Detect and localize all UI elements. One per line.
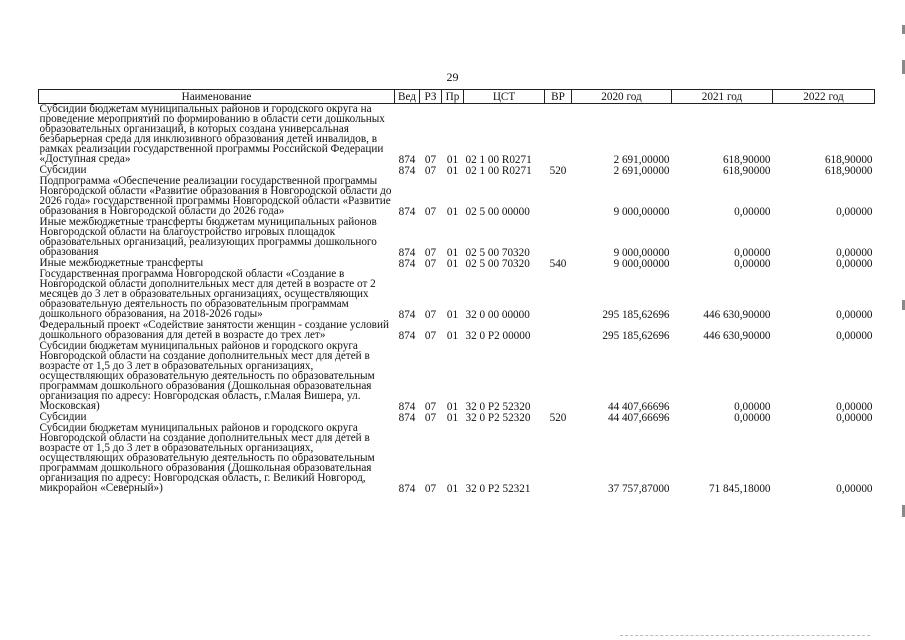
row-name: Субсидии xyxy=(39,411,87,423)
row-value-2020: 9 000,00000 xyxy=(613,258,670,270)
table-row xyxy=(39,320,875,341)
row-value-2020: 295 185,62696 xyxy=(602,330,670,342)
table-row xyxy=(39,104,875,166)
row-vr: 540 xyxy=(549,258,567,270)
row-value-2020: 37 757,87000 xyxy=(607,483,670,495)
row-name: Субсидии xyxy=(39,164,87,176)
row-rz: 07 xyxy=(424,330,437,342)
row-rz: 07 xyxy=(424,412,437,424)
row-vr xyxy=(545,423,572,494)
row-pr: 01 xyxy=(446,330,459,342)
row-value-2021: 0,00000 xyxy=(734,258,771,270)
column-header-2022: 2022 год xyxy=(773,90,875,104)
row-name: Иные межбюджетные трансферты xyxy=(39,257,204,269)
row-value-2021: 0,00000 xyxy=(734,247,771,259)
table-row xyxy=(39,217,875,258)
row-pr: 01 xyxy=(446,309,459,321)
row-rz: 07 xyxy=(424,401,437,413)
row-value-2020: 2 691,00000 xyxy=(613,154,670,166)
row-value-2022: 0,00000 xyxy=(836,401,873,413)
row-cst: 02 5 00 00000 xyxy=(465,206,530,218)
row-name: Субсидии бюджетам муниципальных районов и городского округа на проведение мероприятий по формированию в области сети дошкольных образовательных организаций, в которых создана универсальная безбарьерная среда для инклюзивного образования детей инвалидов, в рамках реализации государственной программы Российской Федерации «Доступная среда» xyxy=(39,103,385,165)
row-value-2020: 44 407,66696 xyxy=(607,401,670,413)
row-value-2020: 9 000,00000 xyxy=(613,206,670,218)
row-value-2022: 618,90000 xyxy=(824,154,873,166)
row-ved: 874 xyxy=(398,206,416,218)
row-value-2021: 618,90000 xyxy=(722,165,771,177)
table-row xyxy=(39,269,875,320)
row-name: Государственная программа Новгородской области «Создание в Новгородской области дополнительных мест для детей в возрасте от 2 месяцев до 3 лет в образовательных организациях, осуществляющих образовательную деятельность по образовательным программам дошкольного образования, на 2018-2026 годы» xyxy=(39,268,376,320)
row-rz: 07 xyxy=(424,247,437,259)
row-value-2022: 618,90000 xyxy=(824,165,873,177)
row-pr: 01 xyxy=(446,483,459,495)
row-value-2021: 618,90000 xyxy=(722,154,771,166)
row-ved: 874 xyxy=(398,483,416,495)
budget-table xyxy=(38,89,875,494)
row-vr xyxy=(545,269,572,320)
column-header-pr: Пр xyxy=(442,90,464,104)
row-cst: 32 0 P2 52321 xyxy=(465,483,531,495)
scan-artifact-line xyxy=(620,635,870,637)
row-cst: 32 0 P2 00000 xyxy=(465,330,531,342)
row-value-2020: 9 000,00000 xyxy=(613,247,670,259)
row-value-2022: 0,00000 xyxy=(836,412,873,424)
row-ved: 874 xyxy=(398,165,416,177)
row-pr: 01 xyxy=(446,412,459,424)
row-value-2020: 295 185,62696 xyxy=(602,309,670,321)
row-rz: 07 xyxy=(424,165,437,177)
row-value-2022: 0,00000 xyxy=(836,258,873,270)
row-vr xyxy=(545,104,572,166)
row-value-2021: 446 630,90000 xyxy=(703,309,771,321)
row-ved: 874 xyxy=(398,412,416,424)
row-value-2021: 446 630,90000 xyxy=(703,330,771,342)
row-vr xyxy=(545,217,572,258)
row-cst: 32 0 P2 52320 xyxy=(465,412,531,424)
column-header-2021: 2021 год xyxy=(672,90,773,104)
row-value-2021: 0,00000 xyxy=(734,401,771,413)
row-pr: 01 xyxy=(446,247,459,259)
row-value-2022: 0,00000 xyxy=(836,247,873,259)
row-rz: 07 xyxy=(424,483,437,495)
row-ved: 874 xyxy=(398,154,416,166)
row-rz: 07 xyxy=(424,154,437,166)
row-pr: 01 xyxy=(446,165,459,177)
table-row xyxy=(39,341,875,412)
row-value-2022: 0,00000 xyxy=(836,330,873,342)
table-header-row xyxy=(39,90,875,104)
row-name: Иные межбюджетные трансферты бюджетам муниципальных районов Новгородской области на благоустройство игровых площадок образовательных организаций, реализующих программы дошкольного образования xyxy=(39,216,377,258)
row-cst: 32 0 00 00000 xyxy=(465,309,530,321)
row-ved: 874 xyxy=(398,401,416,413)
row-name: Субсидии бюджетам муниципальных районов и городского округа Новгородской области на создание дополнительных мест для детей в возрасте от 1,5 до 3 лет в образовательных организациях, осуществляющих образовательную деятельность по образовательным программам дошкольного образования (Дошкольная образовательная организация по адресу: Новгородская область, г. Великий Новгород, микрорайон «Северный») xyxy=(39,422,375,494)
row-value-2020: 2 691,00000 xyxy=(613,165,670,177)
column-header-vr: ВР xyxy=(545,90,572,104)
row-vr xyxy=(545,341,572,412)
row-name: Субсидии бюджетам муниципальных районов и городского округа Новгородской области на создание дополнительных мест для детей в возрасте от 1,5 до 3 лет в образовательных организациях, осуществляющих образовательную деятельность по образовательным программам дошкольного образования (Дошкольная образовательная организация по адресу: Новгородская область, г.Малая Вишера, ул. Московская) xyxy=(39,340,375,412)
row-name: Федеральный проект «Содействие занятости женщин - создание условий дошкольного образования для детей в возрасте до трех лет» xyxy=(39,319,389,341)
row-value-2020: 44 407,66696 xyxy=(607,412,670,424)
table-row xyxy=(39,423,875,494)
page-number: 29 xyxy=(446,70,459,84)
table-row xyxy=(39,176,875,217)
row-pr: 01 xyxy=(446,401,459,413)
row-vr xyxy=(545,176,572,217)
row-ved: 874 xyxy=(398,330,416,342)
row-ved: 874 xyxy=(398,247,416,259)
column-header-ved: Вед xyxy=(395,90,420,104)
row-rz: 07 xyxy=(424,309,437,321)
row-rz: 07 xyxy=(424,258,437,270)
row-pr: 01 xyxy=(446,258,459,270)
row-cst: 02 1 00 R0271 xyxy=(465,154,532,166)
row-value-2021: 0,00000 xyxy=(734,412,771,424)
row-rz: 07 xyxy=(424,206,437,218)
row-pr: 01 xyxy=(446,154,459,166)
row-cst: 02 5 00 70320 xyxy=(465,258,530,270)
row-ved: 874 xyxy=(398,258,416,270)
row-vr: 520 xyxy=(549,412,567,424)
row-cst: 32 0 P2 52320 xyxy=(465,401,531,413)
row-value-2022: 0,00000 xyxy=(836,483,873,495)
column-header-2020: 2020 год xyxy=(572,90,672,104)
row-vr xyxy=(545,320,572,341)
row-vr: 520 xyxy=(549,165,567,177)
column-header-cst: ЦСТ xyxy=(464,90,545,104)
row-name: Подпрограмма «Обеспечение реализации государственной программы Новгородской области «Развитие образования в Новгородской области до 2026 года» государственной программы Новгородской области «Развитие образования в Новгородской области до 2026 года» xyxy=(39,175,392,217)
row-ved: 874 xyxy=(398,309,416,321)
column-header-rz: РЗ xyxy=(420,90,442,104)
row-cst: 02 1 00 R0271 xyxy=(465,165,532,177)
row-cst: 02 5 00 70320 xyxy=(465,247,530,259)
row-value-2021: 71 845,18000 xyxy=(708,483,771,495)
column-header-name: Наименование xyxy=(39,90,395,104)
row-value-2021: 0,00000 xyxy=(734,206,771,218)
row-value-2022: 0,00000 xyxy=(836,309,873,321)
row-pr: 01 xyxy=(446,206,459,218)
row-value-2022: 0,00000 xyxy=(836,206,873,218)
